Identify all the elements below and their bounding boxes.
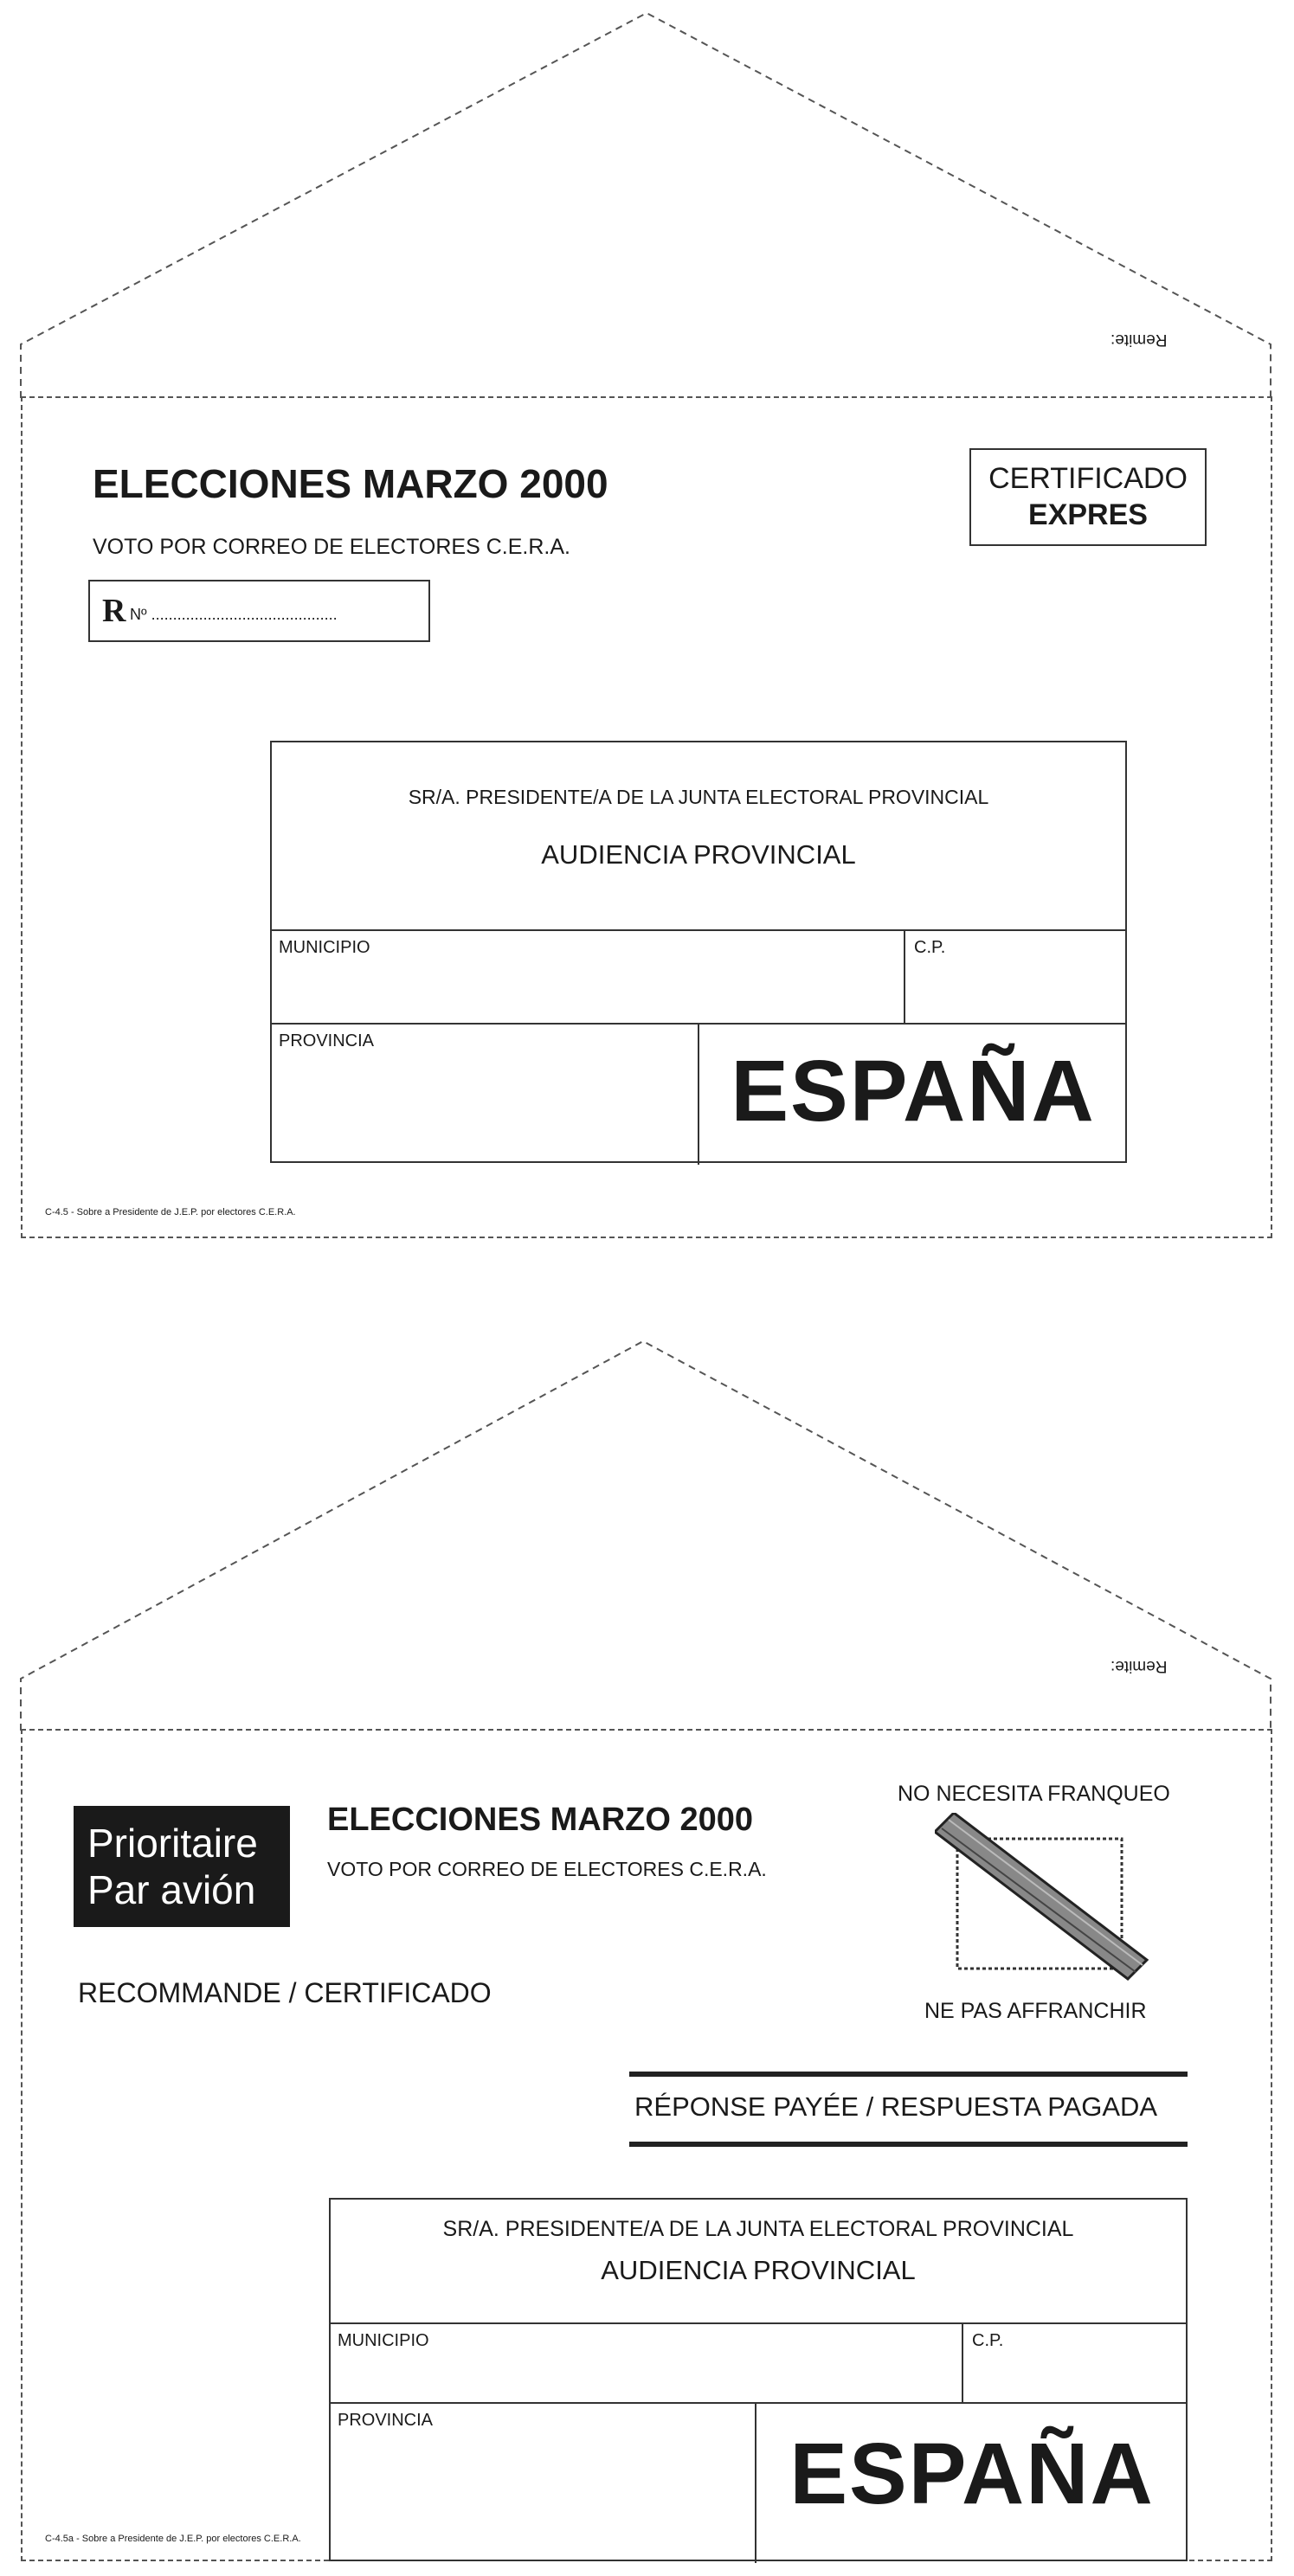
recommande-label: RECOMMANDE / CERTIFICADO [78, 1977, 492, 2008]
address-block [270, 741, 1127, 1163]
address-block [329, 2198, 1188, 2561]
registered-number-box [88, 580, 430, 642]
remite-label: Remite: [1111, 331, 1168, 349]
form-code-footnote: C-4.5 - Sobre a Presidente de J.E.P. por electores C.E.R.A. [45, 1207, 296, 1217]
prioritaire-label [74, 1806, 290, 1927]
provincia-label: PROVINCIA [279, 1031, 375, 1050]
envelope-flap-top [0, 0, 1294, 398]
reponse-top-rule [629, 2072, 1188, 2077]
municipio-field[interactable] [329, 2324, 963, 2404]
reponse-payee-label: RÉPONSE PAYÉE / RESPUESTA PAGADA [634, 2091, 1158, 2122]
recipient-line: SR/A. PRESIDENTE/A DE LA JUNTA ELECTORAL PROVINCIAL [408, 786, 989, 808]
prioritaire-line1: Prioritaire [87, 1821, 258, 1866]
cp-label: C.P. [972, 2331, 1004, 2350]
registered-letter: R [102, 593, 126, 629]
remite-label: Remite: [1111, 1657, 1168, 1675]
registered-number-line: Nº ........................................... [130, 606, 338, 623]
municipio-row [270, 929, 1127, 1025]
municipio-label: MUNICIPIO [338, 2331, 429, 2350]
ne-pas-affranchir-label: NE PAS AFFRANCHIR [924, 1999, 1147, 2023]
recipient-name: AUDIENCIA PROVINCIAL [541, 839, 856, 870]
provincia-field[interactable] [270, 1025, 699, 1165]
municipio-field[interactable] [270, 931, 905, 1025]
election-title: ELECCIONES MARZO 2000 [93, 461, 608, 506]
provincia-field[interactable] [329, 2404, 756, 2563]
recipient-name: AUDIENCIA PROVINCIAL [601, 2255, 916, 2285]
expres-label: EXPRES [1028, 498, 1148, 531]
municipio-row [329, 2322, 1188, 2404]
provincia-row [329, 2402, 1188, 2563]
certificado-expres-box [969, 448, 1207, 546]
election-subtitle: VOTO POR CORREO DE ELECTORES C.E.R.A. [327, 1858, 767, 1880]
country-label: ESPAÑA [789, 2425, 1155, 2522]
certificado-label: CERTIFICADO [988, 462, 1188, 495]
election-title: ELECCIONES MARZO 2000 [327, 1802, 753, 1838]
cp-field[interactable] [963, 2324, 1188, 2404]
provincia-label: PROVINCIA [338, 2411, 434, 2430]
cp-label: C.P. [914, 938, 946, 957]
no-franqueo-label: NO NECESITA FRANQUEO [898, 1782, 1170, 1806]
election-subtitle: VOTO POR CORREO DE ELECTORES C.E.R.A. [93, 535, 570, 559]
country-label: ESPAÑA [731, 1043, 1096, 1140]
envelope-flap-bottom [0, 1324, 1294, 1731]
no-stamp-icon [935, 1813, 1151, 1995]
cp-field[interactable] [905, 931, 1127, 1025]
prioritaire-line2: Par avión [87, 1867, 256, 1912]
recipient-line: SR/A. PRESIDENTE/A DE LA JUNTA ELECTORAL PROVINCIAL [442, 2217, 1074, 2241]
provincia-row [270, 1023, 1127, 1165]
municipio-label: MUNICIPIO [279, 938, 370, 957]
form-code-footnote: C-4.5a - Sobre a Presidente de J.E.P. por electores C.E.R.A. [45, 2534, 301, 2544]
reponse-bottom-rule [629, 2142, 1188, 2147]
